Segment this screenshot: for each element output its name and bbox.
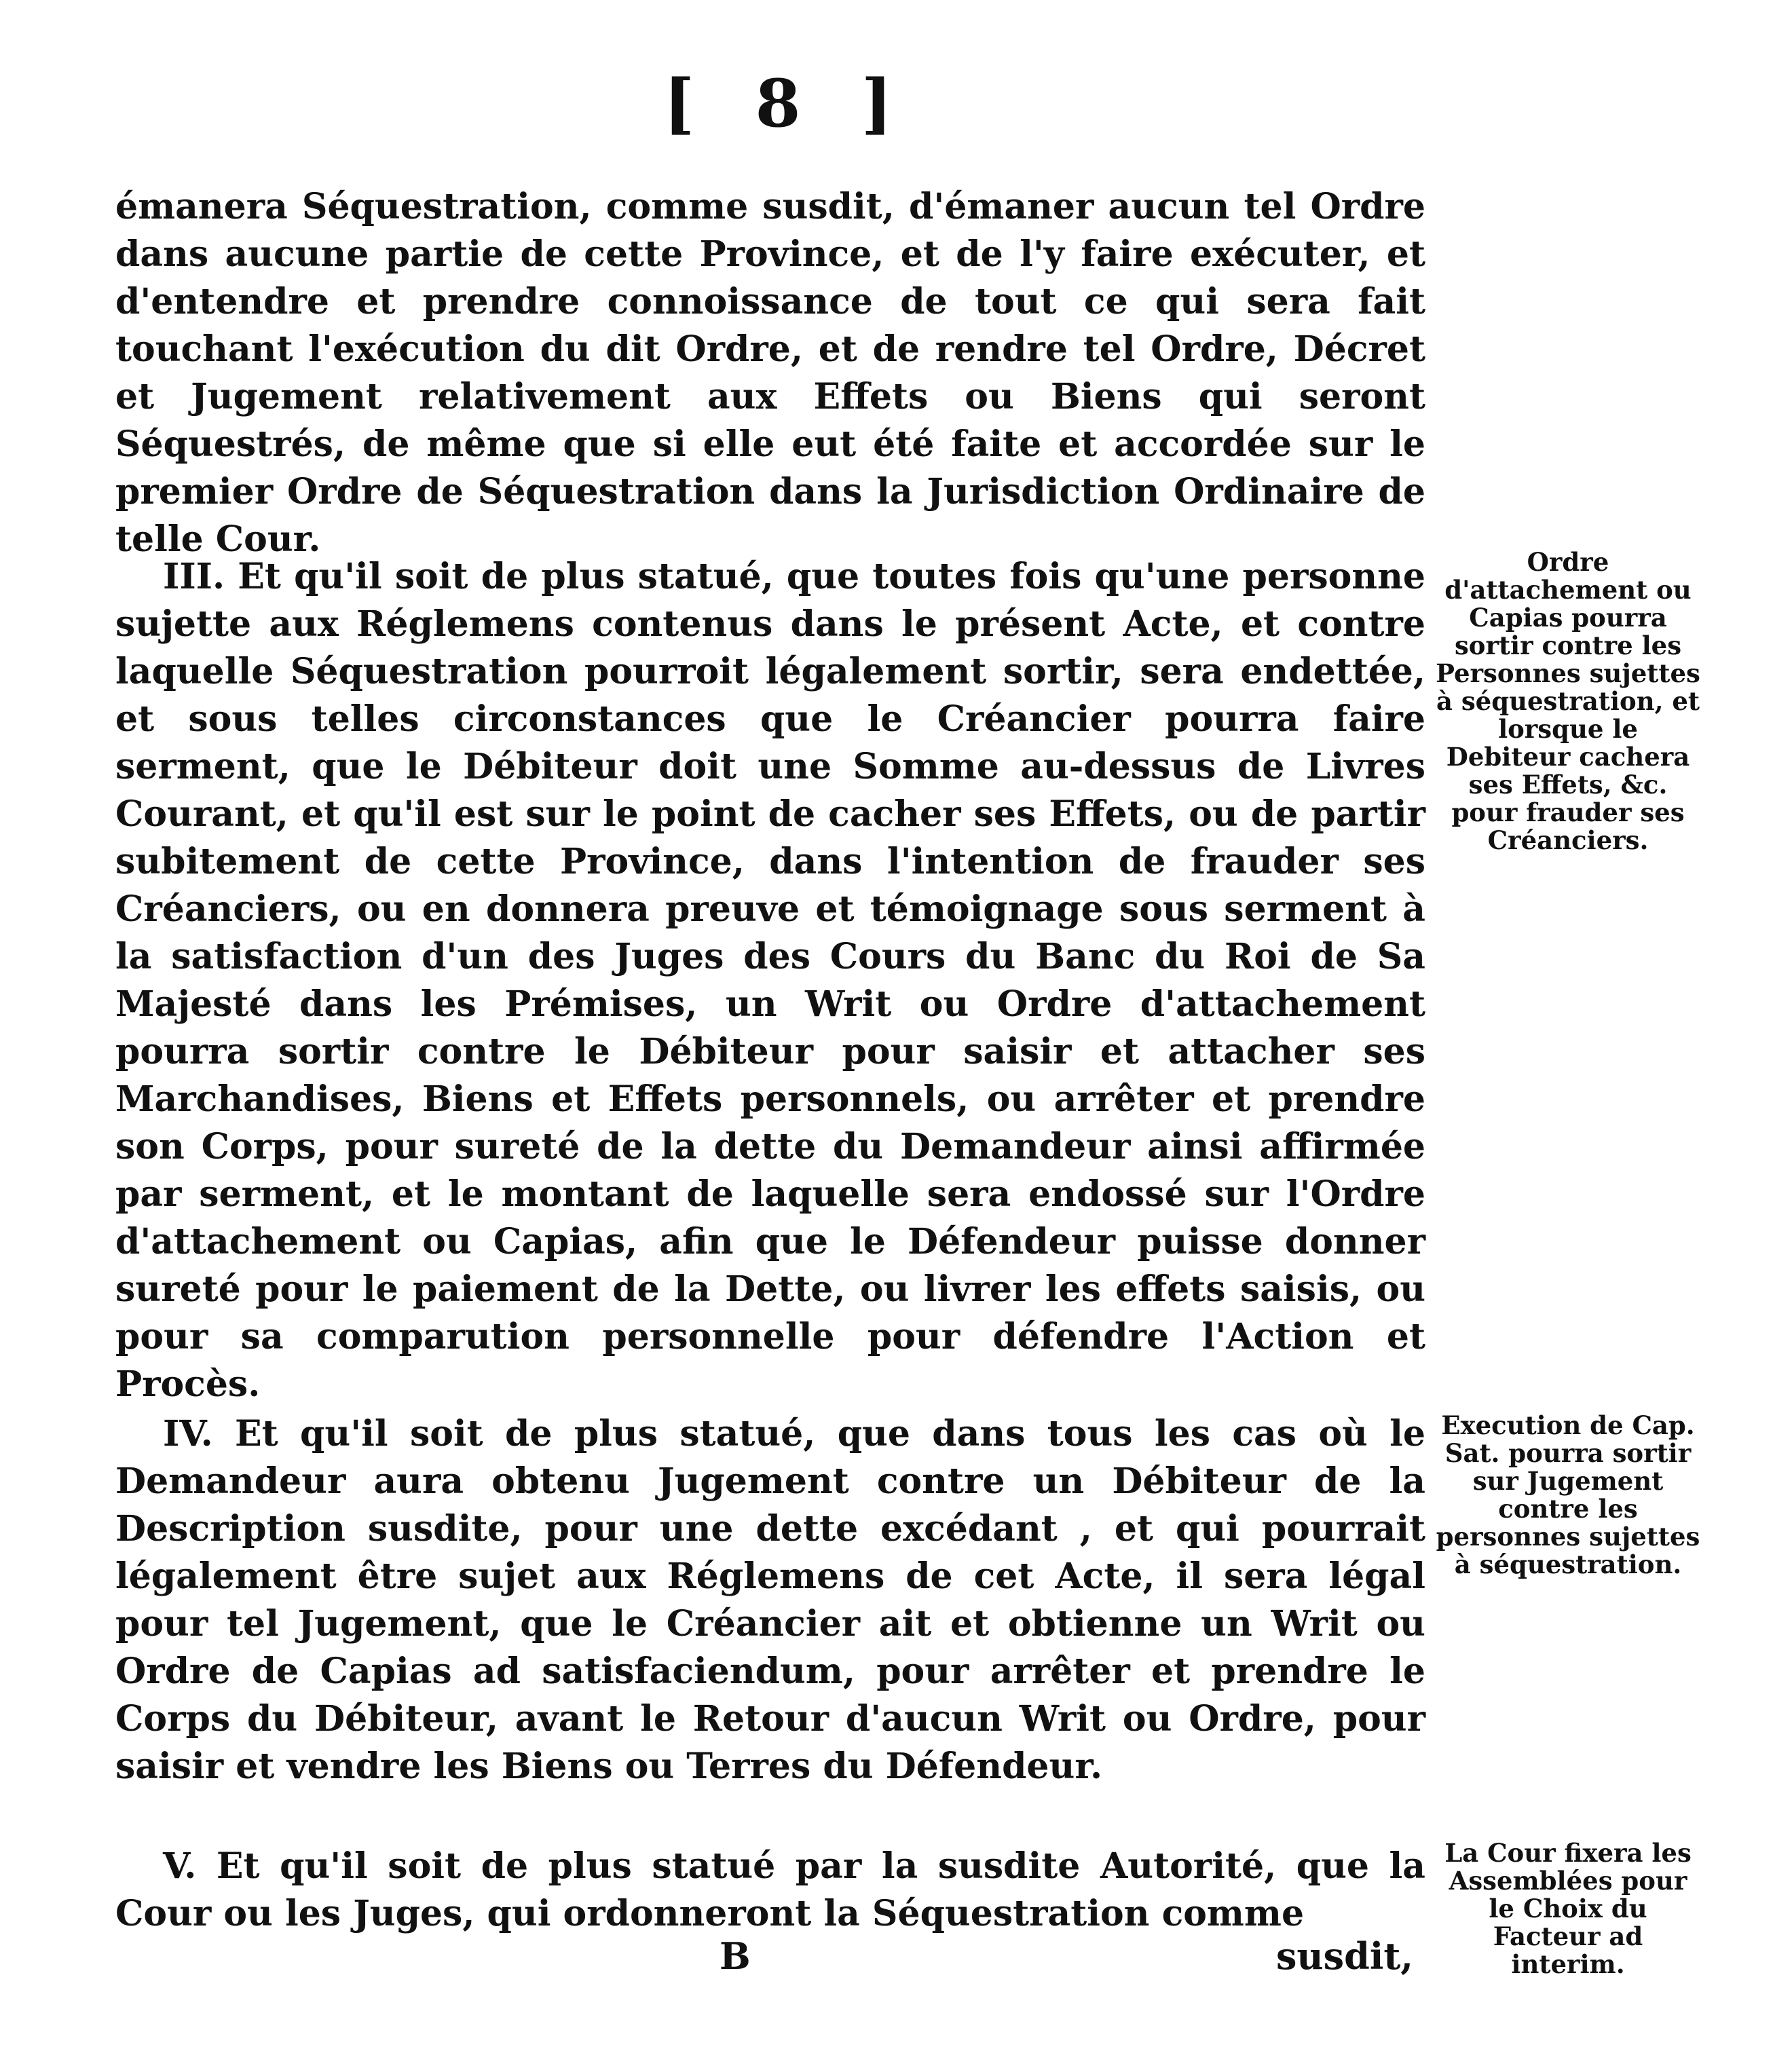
section-v [115,1843,1425,1938]
signature-mark: B [720,1934,751,1978]
section-iii-paragraph [115,553,1425,1408]
marginal-note-iii: Ordre d'attachement ou Capias pourra sortir contre les Personnes sujettes à séquestration, et lorsque le Debiteur cachera ses Effets, &c. pour frauder ses Créanciers. [1436,547,1700,855]
section-text: Et qu'il soit de plus statué, que dans tous les cas où le Demandeur aura obtenu Jugement contre un Débiteur de la Description susdite, pour une dette excédant , et qui pourrait légalement être sujet aux Réglemens de cet Acte, il sera légal pour tel Jugement, que le Créancier ait et obtienne un Writ ou Ordre de Capias ad satisfaciendum, pour arrêter et prendre le Corps du Débiteur, avant le Retour d'aucun Writ ou Ordre, pour saisir et vendre les Biens ou Terres du Défendeur. [115,1413,1425,1787]
section-iv-paragraph [115,1410,1425,1790]
section-numeral: V. [163,1845,197,1887]
section-numeral: IV. [163,1413,213,1454]
section-v-paragraph [115,1843,1425,1938]
paragraph-continuation [115,183,1425,563]
section-iv [115,1410,1425,1790]
section-iii [115,553,1425,1408]
section-text: Et qu'il soit de plus statué, que toutes fois qu'une personne sujette aux Réglemens contenus dans le présent Acte, et contre laquelle Séquestration pourroit légalement sortir, sera endettée, et sous telles circonstances que le Créancier pourra faire serment, que le Débiteur doit une Somme au-dessus de Livres Courant, et qu'il est sur le point de cacher ses Effets, ou de partir subitement de cette Province, dans l'intention de frauder ses Créanciers, ou en donnera preuve et témoignage sous serment à la satisfaction d'un des Juges des Cours du Banc du Roi de Sa Majesté dans les Prémises, un Writ ou Ordre d'attachement pourra sortir contre le Débiteur pour saisir et attacher ses Marchandises, Biens et Effets personnels, ou arrêter et prendre son Corps, pour sureté de la dette du Demandeur ainsi affirmée par serment, et le montant de laquelle sera endossé sur l'Ordre d'attachement ou Capias, afin que le Défendeur puisse donner sureté pour le paiement de la Dette, ou livrer les effets saisis, ou pour sa comparution personnelle pour défendre l'Action et Procès. [115,556,1426,1405]
section-numeral: III. [163,556,225,597]
section-text: Et qu'il soit de plus statué par la susdite Autorité, que la Cour ou les Juges, qui ordonneront la Séquestration comme [115,1845,1425,1934]
catchword: susdit, [1276,1934,1414,1978]
marginal-note-v: La Cour fixera les Assemblées pour le Choix du Facteur ad interim. [1444,1838,1692,1979]
paragraph-text: émanera Séquestration, comme susdit, d'émaner aucun tel Ordre dans aucune partie de cette Province, et de l'y faire exécuter, et d'entendre et prendre connoissance de tout ce qui sera fait touchant l'exécution du dit Ordre, et de rendre tel Ordre, Décret et Jugement relativement aux Effets ou Biens qui seront Séquestrés, de même que si elle eut été faite et accordée sur le premier Ordre de Séquestration dans la Jurisdiction Ordinaire de telle Cour. [115,186,1425,560]
page-number: [ 8 ] [663,65,912,142]
marginal-note-iv: Execution de Cap. Sat. pourra sortir sur Jugement contre les personnes sujettes à séquestration. [1436,1410,1700,1579]
